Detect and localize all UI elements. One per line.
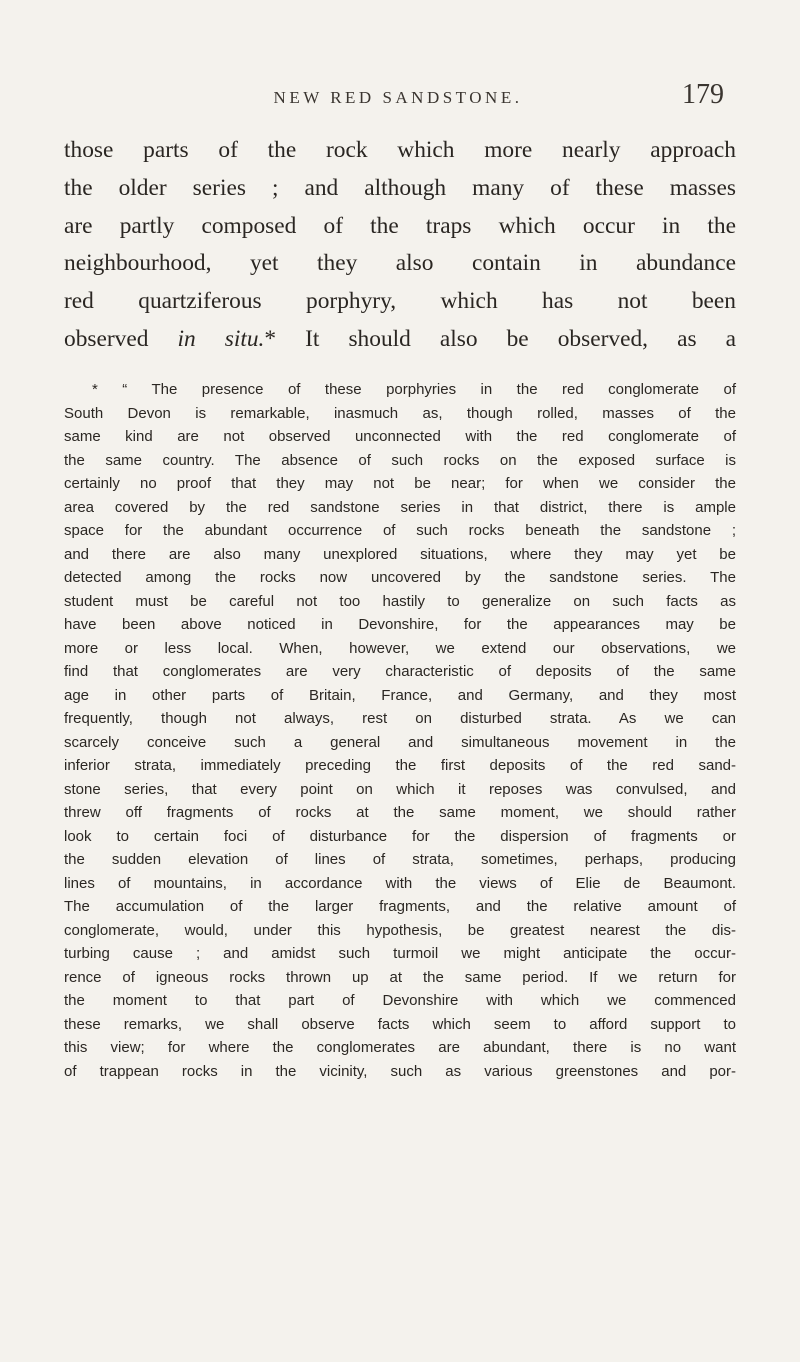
footnote-line: the moment to that part of Devonshire with which we commenced [64, 992, 736, 1009]
running-head [72, 76, 724, 116]
body-text-run: observed [64, 325, 178, 352]
footnote-line: same kind are not observed unconnected with the red conglomerate of [64, 428, 736, 445]
body-line: neighbourhood, yet they also contain in abundance [64, 250, 736, 277]
footnote-line: this view; for where the conglomerates are abundant, there is no want [64, 1039, 736, 1056]
body-line: red quartziferous porphyry, which has not been [64, 288, 736, 315]
footnote-line: scarcely conceive such a general and simultaneous movement in the [64, 733, 736, 751]
footnote-line: have been above noticed in Devonshire, for the appearances may be [64, 616, 736, 633]
footnote-line: detected among the rocks now uncovered by the sandstone series. The [64, 569, 736, 586]
footnote-line: South Devon is remarkable, inasmuch as, though rolled, masses of the [64, 404, 736, 422]
italic-phrase: in situ. [177, 325, 265, 352]
footnote-line: turbing cause ; and amidst such turmoil we might anticipate the occur- [64, 945, 736, 962]
footnote-line: inferior strata, immediately preceding the first deposits of the red sand- [64, 757, 736, 774]
body-paragraph [64, 132, 736, 359]
body-line: those parts of the rock which more nearly approach [64, 137, 736, 163]
footnote-line: space for the abundant occurrence of such rocks beneath the sandstone ; [64, 522, 736, 539]
page-number: 179 [682, 79, 724, 110]
footnote-line: The accumulation of the larger fragments, and the relative amount of [64, 898, 736, 915]
footnote-line: student must be careful not too hastily to generalize on such facts as [64, 592, 736, 610]
footnote [64, 378, 736, 1083]
footnote-line: and there are also many unexplored situations, where they may yet be [64, 545, 736, 563]
footnote-line: conglomerate, would, under this hypothesis, be greatest nearest the dis- [64, 921, 736, 939]
footnote-line: the sudden elevation of lines of strata, sometimes, perhaps, producing [64, 851, 736, 868]
footnote-line: lines of mountains, in accordance with the views of Elie de Beaumont. [64, 874, 736, 892]
footnote-line: frequently, though not always, rest on disturbed strata. As we can [64, 710, 736, 727]
footnote-line: stone series, that every point on which it reposes was convulsed, and [64, 780, 736, 798]
footnote-line: age in other parts of Britain, France, and Germany, and they most [64, 686, 736, 704]
footnote-line: look to certain foci of disturbance for the dispersion of fragments or [64, 827, 736, 845]
footnote-line: threw off fragments of rocks at the same moment, we should rather [64, 804, 736, 821]
footnote-line: rence of igneous rocks thrown up at the same period. If we return for [64, 968, 736, 986]
body-text-run: * It should also be observed, as a [264, 325, 736, 352]
body-line: are partly composed of the traps which occur in the [64, 212, 736, 239]
footnote-line: of trappean rocks in the vicinity, such as various greenstones and por- [64, 1062, 736, 1080]
running-title: NEW RED SANDSTONE. [273, 88, 523, 107]
footnote-line: certainly no proof that they may not be near; for when we consider the [64, 475, 736, 492]
body-line [64, 321, 736, 359]
footnote-line: the same country. The absence of such rocks on the exposed surface is [64, 451, 736, 469]
footnote-line: more or less local. When, however, we extend our observations, we [64, 639, 736, 657]
body-line: the older series ; and although many of these masses [64, 174, 736, 201]
footnote-line: area covered by the red sandstone series in that district, there is ample [64, 498, 736, 516]
footnote-line: * “ The presence of these porphyries in the red conglomerate of [92, 381, 736, 398]
footnote-line: find that conglomerates are very characteristic of deposits of the same [64, 663, 736, 680]
footnote-line: these remarks, we shall observe facts which seem to afford support to [64, 1015, 736, 1033]
